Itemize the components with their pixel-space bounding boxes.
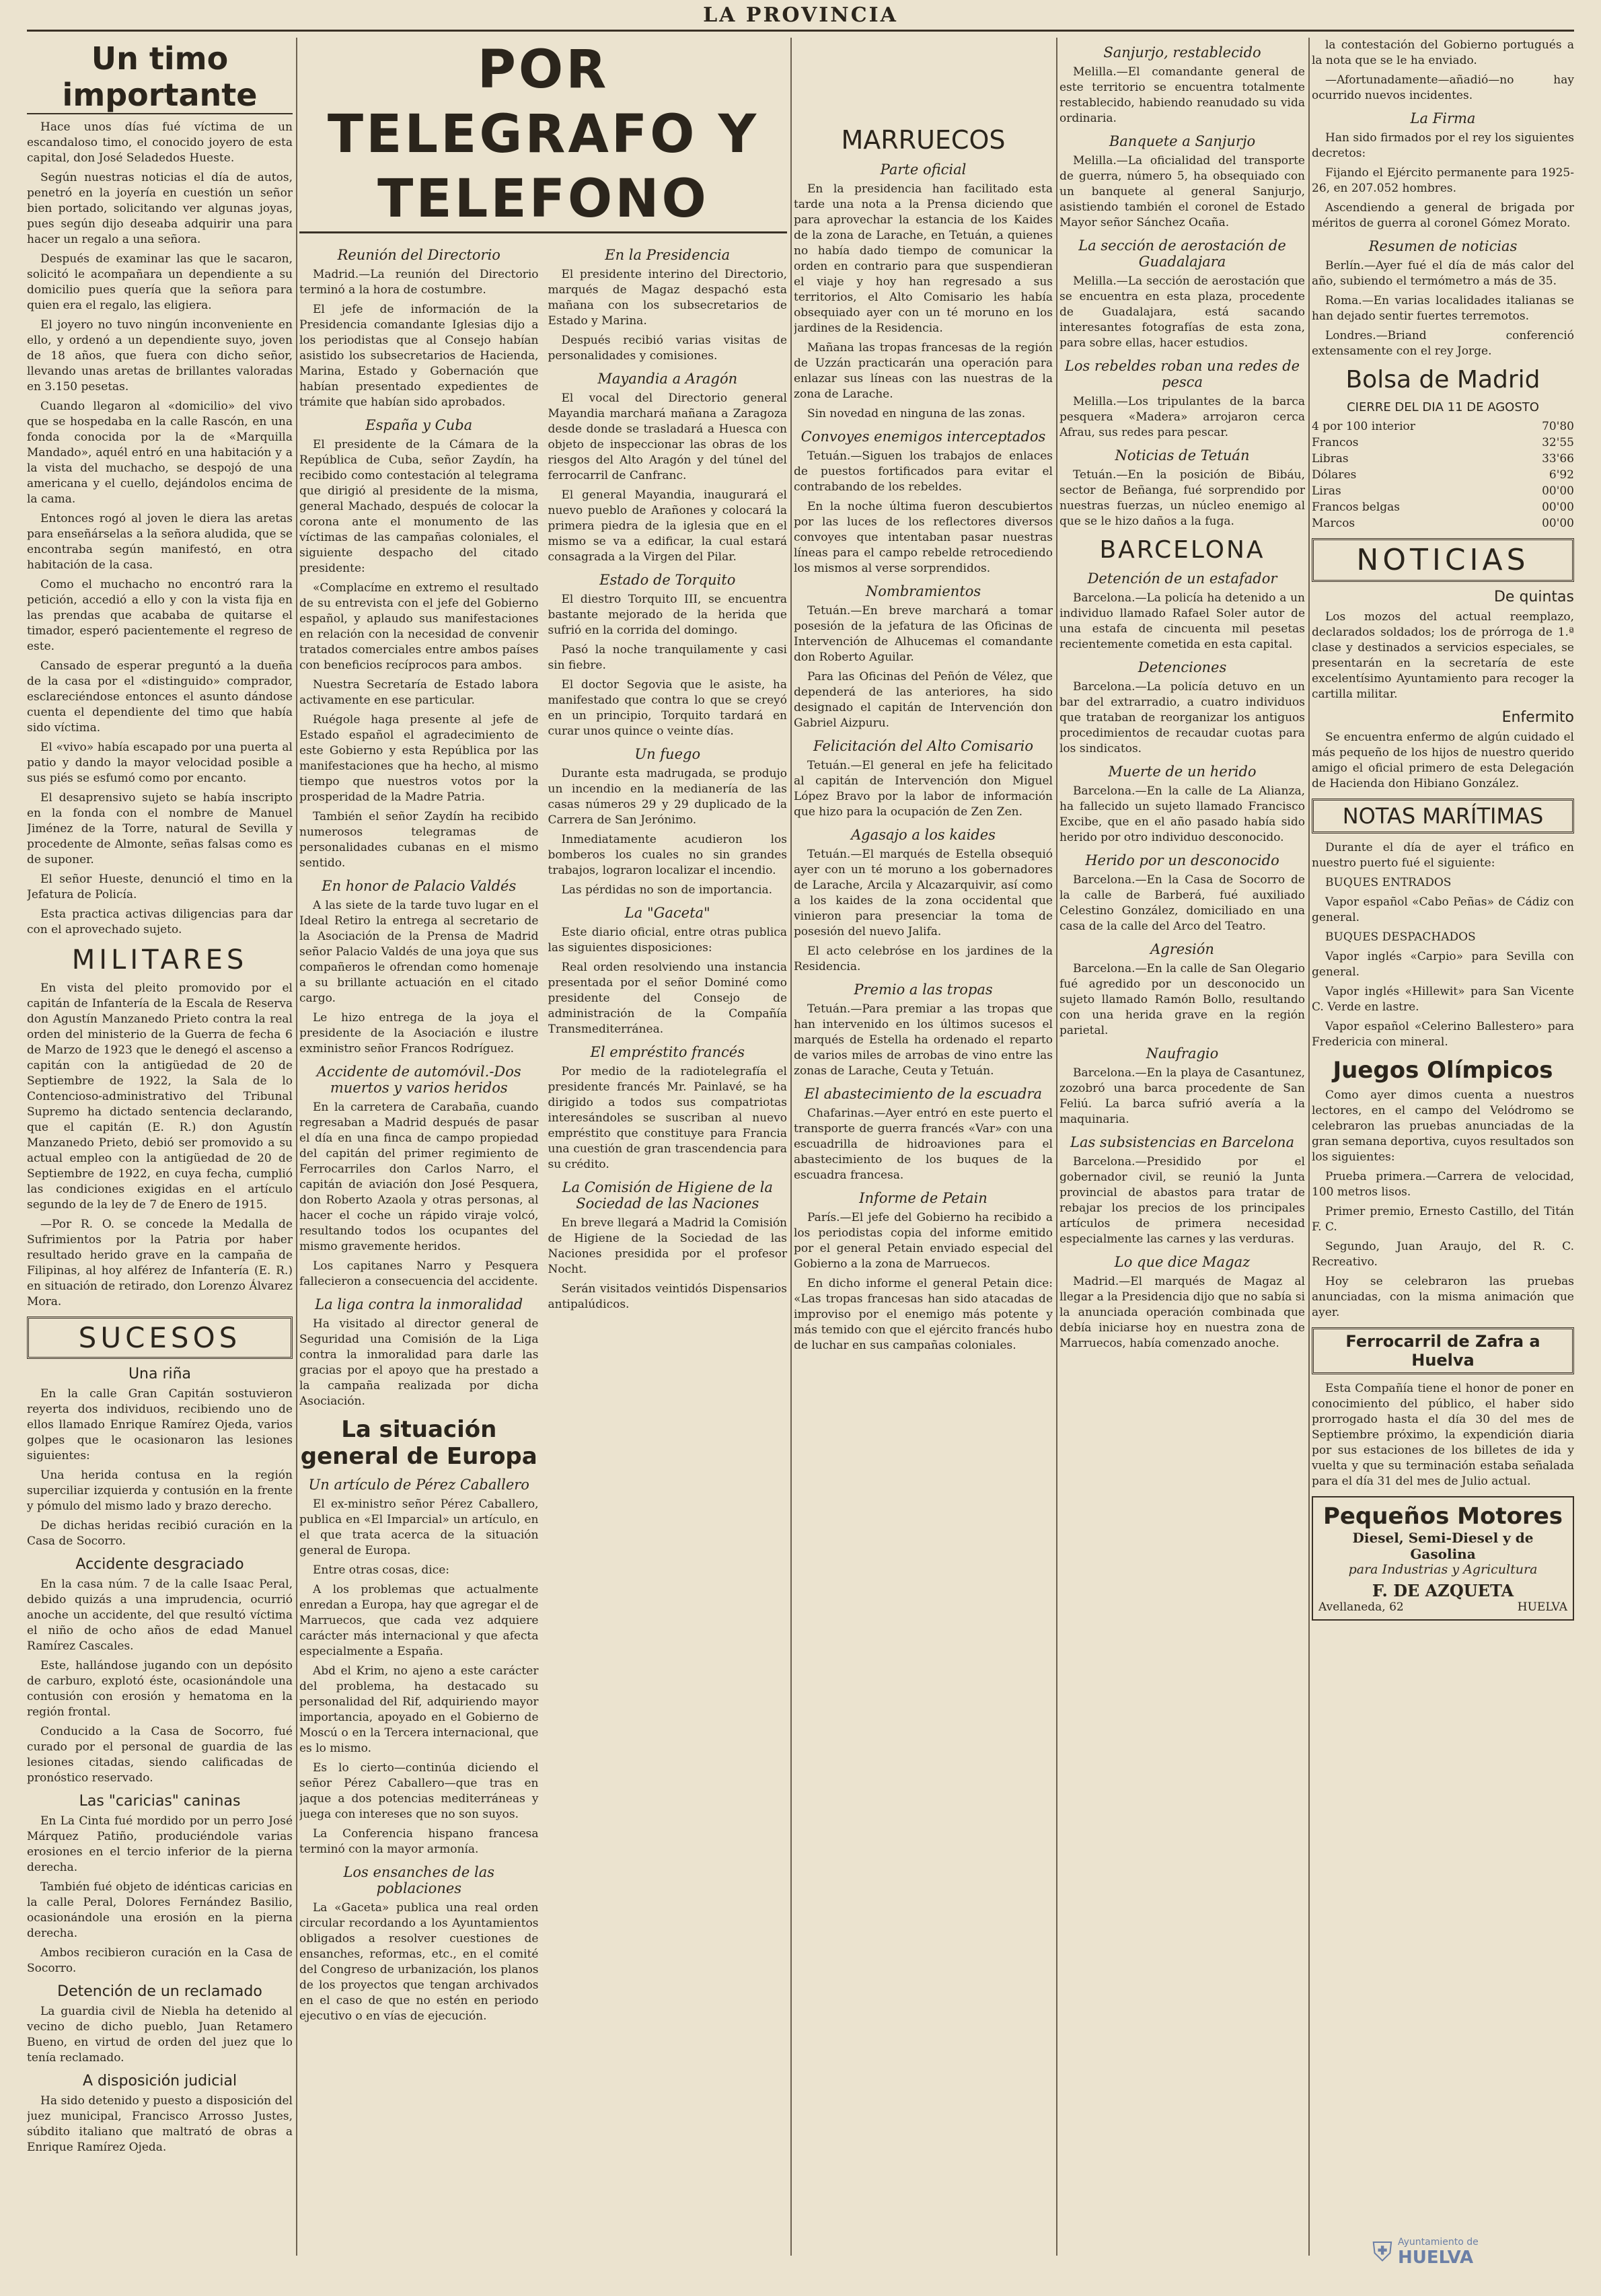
- paragraph: A los problemas que actualmente enredan a Europa, hay que agregar el de Marruecos, que cada vez adquiere carácter más internacional y que afecta especialmente a España.: [299, 1583, 539, 1658]
- article-desconocido: [1059, 873, 1305, 934]
- headline-ferrocarril: Ferrocarril de Zafra a Huelva: [1312, 1327, 1574, 1374]
- headline-presidencia: En la Presidencia: [605, 247, 731, 263]
- paragraph: El joyero no tuvo ningún inconveniente en ello, y ordenó a un dependiente suyo, joven de 18 años, que fuera con dicho señor, llevando unas aretas de brillantes valoradas en 3.150 pesetas.: [27, 318, 293, 394]
- headline-comision: La Comisión de Higiene de la Sociedad de las Naciones: [562, 1179, 773, 1212]
- headline-banquete: Banquete a Sanjurjo: [1109, 133, 1256, 149]
- paragraph: Se encuentra enfermo de algún cuidado el más pequeño de los hijos de nuestro querido amigo el oficial primero de esta Delegación de Hacienda don Hibiano González.: [1312, 731, 1574, 790]
- paragraph: El jefe de información de la Presidencia comandante Iglesias dijo a los periodistas que al Consejo habían asistido los subsecretarios de Hacienda, Marina, Estado y Gobernación que habían presentado expedientes de trámite que habían sido aprobados.: [299, 303, 539, 409]
- article-subsistencias: [1059, 1154, 1305, 1247]
- paragraph: Los mozos del actual reemplazo, declarados soldados; los de prórroga de 1.ª clase y destinados a servicios especiales, se presentarán en la secretaría de este excelentísimo Ayuntamiento para recoger la cartilla militar.: [1312, 610, 1574, 701]
- paragraph: Melilla.—La oficialidad del transporte de guerra, número 5, ha obsequiado con un banquete al general Sanjurjo, asistiendo también el coronel de Estado Mayor señor Sánchez Ocaña.: [1059, 154, 1305, 229]
- headline-mayandia: Mayandia a Aragón: [597, 371, 738, 387]
- advert-motores: [1312, 1496, 1574, 1621]
- article-gaceta: [548, 925, 788, 1037]
- paragraph: Abd el Krim, no ajeno a este carácter del problema, ha destacado su personalidad del Rif, adquiriendo mayor importancia, apoyado en el Gobierno de Moscú o en la Tercera internacional, que es lo mismo.: [299, 1664, 539, 1755]
- rate-row: [1312, 418, 1574, 435]
- rate-row: [1312, 499, 1574, 515]
- headline-auto: Accidente de automóvil.-Dos muertos y varios heridos: [316, 1064, 521, 1096]
- column-divider: [1308, 38, 1310, 2256]
- headline-naufragio: Naufragio: [1146, 1045, 1219, 1062]
- article-estafador: [1059, 591, 1305, 653]
- ad-brand: F. DE AZQUETA: [1372, 1581, 1514, 1600]
- headline-detenciones: Detenciones: [1138, 659, 1227, 675]
- paragraph: Segundo, Juan Araujo, del R. C. Recreativo.: [1312, 1240, 1574, 1269]
- headline-felicitacion: Felicitación del Alto Comisario: [813, 738, 1033, 754]
- ad-title: Pequeños Motores: [1323, 1503, 1563, 1530]
- column-2: [299, 38, 787, 2028]
- paragraph: Tetuán.—El marqués de Estella obsequió ayer con un té moruno a los gobernadores de Larache, Arcila y Alcazarquivir, así como a los kaides de la zona occidental que vinieron para presenciar la toma de posesión del nuevo Jalifa.: [794, 848, 1053, 938]
- paragraph: Madrid.—La reunión del Directorio terminó a la hora de costumbre.: [299, 268, 539, 297]
- paragraph: La guardia civil de Niebla ha detenido al vecino de dicho pueblo, Juan Retamero Bueno, en virtud de orden del juez que lo tenía reclamado.: [27, 2005, 293, 2065]
- paragraph: Barcelona.—La policía detuvo en un bar del extrarradio, a cuatro individuos que trataban de reorganizar los antiguos procedimientos de recaudar cuotas para los sindicatos.: [1059, 680, 1305, 755]
- bolsa-rates: [1312, 418, 1574, 531]
- article-timo: [27, 120, 293, 938]
- paragraph: El presidente interino del Directorio, marqués de Magaz despachó esta mañana con los subsecretarios de Estado y Marina.: [548, 268, 787, 328]
- rate-value: 6'92: [1549, 468, 1574, 482]
- paragraph: Por medio de la radiotelegrafía el presidente francés Mr. Painlavé, se ha dirigido a todos sus compatriotas interesándoles se suscriban al nuevo empréstito que constituye para Francia una cuestión de gran trascendencia para su crédito.: [548, 1065, 787, 1171]
- headline-quintas: De quintas: [1493, 589, 1574, 605]
- article-escuadra: [794, 1106, 1053, 1183]
- rate-value: 00'00: [1542, 501, 1574, 514]
- paragraph: Para las Oficinas del Peñón de Vélez, que dependerá de las anteriores, ha sido designado el capitán de Intervención don Gabriel Aizpuru.: [794, 670, 1053, 730]
- article-valdes: [299, 898, 539, 1057]
- paragraph: Ascendiendo a general de brigada por méritos de guerra al coronel Gómez Morato.: [1312, 201, 1574, 230]
- paragraph: El general Mayandia, inaugurará el nuevo pueblo de Arañones y colocará la primera piedra de la iglesia que en el mismo se va a edificar, la cual estará consagrada a la Virgen del Pilar.: [548, 488, 787, 564]
- article-herido: [1059, 784, 1305, 846]
- paragraph: Este diario oficial, entre otras publica las siguientes disposiciones:: [548, 926, 787, 955]
- ad-line2: para Industrias y Agricultura: [1348, 1562, 1538, 1577]
- paragraph: —Por R. O. se concede la Medalla de Sufrimientos por la Patria por haber resultado herido grave en la campaña de Filipinas, al hoy alférez de Infantería (E. R.) en situación de retirado, don Lorenzo Álvarez Mora.: [27, 1218, 293, 1308]
- paragraph: Es lo cierto—continúa diciendo el señor Pérez Caballero—que tras en jaque a dos potencias mediterráneas y juega con intereses que no son suyos.: [299, 1761, 539, 1821]
- rate-row: [1312, 515, 1574, 531]
- paragraph: En la calle Gran Capitán sostuvieron reyerta dos individuos, recibiendo uno de ellos llamado Enrique Ramírez Ojeda, varios golpes que le ocasionaron las lesiones siguientes:: [27, 1387, 293, 1462]
- section-marruecos: MARRUECOS: [841, 125, 1006, 155]
- paragraph: Inmediatamente acudieron los bomberos los cuales no sin grandes trabajos, lograron localizar el incendio.: [548, 833, 787, 877]
- paragraph: Nuestra Secretaría de Estado labora activamente en ese particular.: [299, 678, 539, 707]
- article-fuego: [548, 766, 788, 898]
- paragraph: Madrid.—El marqués de Magaz al llegar a la Presidencia dijo que no sabía si la anunciada operación combinada que debía iniciarse hoy en nuestra zona de Marruecos, había comenzado anoche.: [1059, 1275, 1305, 1350]
- article-convoyes: [794, 449, 1053, 577]
- column-divider: [296, 38, 297, 2256]
- paragraph: Entonces rogó al joven le diera las aretas para enseñárselas a la señora aludida, que se encontraba según manifestó, en otra habitación de la casa.: [27, 512, 293, 572]
- paragraph: Londres.—Briand conferenció extensamente con el rey Jorge.: [1312, 329, 1574, 358]
- paragraph: Este, hallándose jugando con un depósito de carburo, explotó éste, ocasionándole una contusión con erosión y hematoma en la región frontal.: [27, 1659, 293, 1719]
- telegrafo-right: [548, 240, 788, 2028]
- article-naufragio: [1059, 1066, 1305, 1127]
- headline-emprestito: El empréstito francés: [590, 1044, 745, 1060]
- headline-sanjurjo: Sanjurjo, restablecido: [1103, 44, 1261, 61]
- paragraph: Barcelona.—En la Casa de Socorro de la calle de Barberá, fué auxiliado Celestino González, domiciliado en una casa de la calle del Arco del Teatro.: [1059, 873, 1305, 933]
- paragraph: Las pérdidas no son de importancia.: [561, 883, 773, 897]
- paragraph: Como ayer dimos cuenta a nuestros lectores, en el campo del Velódromo se celebraron las pruebas anunciadas de la gran semana deportiva, cuyos resultados son los siguientes:: [1312, 1088, 1574, 1164]
- rate-row: [1312, 435, 1574, 451]
- paragraph: El vocal del Directorio general Mayandia marchará mañana a Zaragoza desde donde se trasladará a Huesca con objeto de inspeccionar las obras de los riesgos del Alto Aragón y del túnel del ferrocarril de Canfranc.: [548, 392, 787, 482]
- headline-tetuan: Noticias de Tetuán: [1115, 447, 1250, 464]
- paragraph: Una herida contusa en la región superciliar izquierda y contusión en la frente y pómulo del mismo lado y brazo derecho.: [27, 1469, 293, 1513]
- article-juegos: [1312, 1088, 1574, 1321]
- paragraph: BUQUES ENTRADOS: [1325, 876, 1452, 889]
- paragraph: Hoy se celebraron las pruebas anunciadas, con la misma animación que ayer.: [1312, 1275, 1574, 1319]
- paragraph: El «vivo» había escapado por una puerta al patio y dando la mayor velocidad posible a sus piés se esfumó como por encanto.: [27, 741, 293, 785]
- article-torquito: [548, 592, 788, 739]
- telegrafo-subcolumns: [299, 240, 787, 2028]
- headline-judicial: A disposición judicial: [82, 2073, 237, 2089]
- paragraph: Cuando llegaron al «domicilio» del vivo que se hospedaba en la calle Rascón, en una fonda conocida por la de «Marquilla Mandado», aquél entró en una habitación y a la vista del muchacho, se despojó de una americana y el cuello, dejándolos encima de la cama.: [27, 400, 293, 506]
- headline-valdes: En honor de Palacio Valdés: [322, 878, 517, 894]
- article-reclamado: [27, 2004, 293, 2066]
- paragraph: Roma.—En varias localidades italianas se han dejado sentir fuertes terremotos.: [1312, 294, 1574, 323]
- paragraph: El desaprensivo sujeto se había inscripto en la fonda con el nombre de Manuel Jiménez de la Torre, natural de Sevilla y procedente de Almonte, señas falsas como es de suponer.: [27, 791, 293, 866]
- article-firma: [1312, 131, 1574, 231]
- paragraph: El señor Hueste, denunció el timo en la Jefatura de Policía.: [27, 873, 293, 901]
- article-parte: [794, 182, 1053, 422]
- paragraph: El presidente de la Cámara de la República de Cuba, señor Zaydín, ha recibido como contestación al telegrama que dirigió al presidente de la misma, general Machado, después de colocar la corona ante el monumento de las víctimas de las campañas coloniales, el siguiente despacho del citado presidente:: [299, 438, 539, 575]
- headline-liga: La liga contra la inmoralidad: [315, 1296, 523, 1312]
- rate-name: Dólares: [1312, 468, 1357, 482]
- paragraph: Tetuán.—En la posición de Bibáu, sector de Beñanga, fué sorprendido por nuestras fuerzas, un núcleo enemigo al que se le hizo daños a la fuga.: [1059, 468, 1305, 528]
- masthead: [0, 0, 1601, 32]
- headline-kaides: Agasajo a los kaides: [851, 827, 996, 843]
- article-banquete: [1059, 153, 1305, 231]
- paragraph: Real orden resolviendo una instancia presentada por el señor Dominé como presidente del Consejo de administración de la Compañía Transmediterránea.: [548, 961, 787, 1036]
- rate-name: Francos: [1312, 436, 1359, 449]
- paragraph: Barcelona.—Presidido por el gobernador civil, se reunió la Junta provincial de abastos para tratar de rebajar los precios de los principales artículos de primera necesidad especialmente las carnes y las verduras.: [1059, 1155, 1305, 1246]
- article-agresion: [1059, 961, 1305, 1039]
- headline-firma: La Firma: [1410, 110, 1476, 126]
- article-rina: [27, 1386, 293, 1549]
- paragraph: Chafarinas.—Ayer entró en este puerto el transporte de guerra francés «Var» con una escuadrilla de hidroaviones para el abastecimiento de los buques de la escuadra francesa.: [794, 1107, 1053, 1182]
- article-perez: [299, 1497, 539, 1857]
- rate-row: [1312, 467, 1574, 483]
- paragraph: Melilla.—Los tripulantes de la barca pesquera «Madera» arrojaron cerca Afrau, sus redes para pescar.: [1059, 395, 1305, 439]
- headline-accidente: Accidente desgraciado: [75, 1556, 244, 1573]
- article-kaides: [794, 847, 1053, 975]
- paragraph: Ha visitado al director general de Seguridad una Comisión de la Liga contra la inmoralidad para darle las gracias por el apoyo que ha prestado a la campaña realizada por dicha Asociación.: [299, 1317, 539, 1408]
- paragraph: La «Gaceta» publica una real orden circular recordando a los Ayuntamientos obligados a resolver cuestiones de ensanches, reformas, etc., en el comité del Congreso de urbanización, los planos de los proyectos que tengan archivados en el caso de que no estén en periodo ejecutivo o en vías de ejecución.: [299, 1901, 539, 2023]
- paragraph: Primer premio, Ernesto Castillo, del Titán F. C.: [1312, 1205, 1574, 1234]
- rate-value: 00'00: [1542, 484, 1574, 498]
- headline-timo: Un timo importante: [27, 40, 293, 114]
- paragraph: Durante esta madrugada, se produjo un incendio en la medianería de las casas números 29 y 29 duplicado de la Carrera de San Jerónimo.: [548, 767, 787, 827]
- paragraph: Hace unos días fué víctima de un escandaloso timo, el conocido joyero de esta capital, don José Seladedos Hueste.: [27, 120, 293, 165]
- paragraph: El diestro Torquito III, se encuentra bastante mejorado de la herida que sufrió en la corrida del domingo.: [548, 593, 787, 637]
- article-emprestito: [548, 1064, 788, 1173]
- paragraph: Vapor inglés «Hillewit» para San Vicente C. Verde en lastre.: [1312, 985, 1574, 1014]
- headline-enfermito: Enfermito: [1501, 709, 1574, 726]
- paragraph: También el señor Zaydín ha recibido numerosos telegramas de personalidades cubanas en el mismo sentido.: [299, 810, 539, 870]
- article-felicitacion: [794, 758, 1053, 820]
- article-resumen: [1312, 258, 1574, 359]
- rate-value: 33'66: [1542, 452, 1574, 466]
- paragraph: Barcelona.—En la playa de Casantunez, zozobró una barca procedente de San Feliú. La barca sufrió avería a la maquinaria.: [1059, 1066, 1305, 1126]
- paragraph: Pasó la noche tranquilamente y casi sin fiebre.: [548, 643, 787, 672]
- rate-row: [1312, 483, 1574, 499]
- headline-desconocido: Herido por un desconocido: [1085, 852, 1279, 868]
- paragraph: A las siete de la tarde tuvo lugar en el Ideal Retiro la entrega al secretario de la Asociación de la Prensa de Madrid señor Palacio Valdés de una joya que sus compañeros le ofrendan como homenaje a su brillante actuación en el citado cargo.: [299, 899, 539, 1005]
- section-noticias: NOTICIAS: [1312, 538, 1574, 582]
- headline-subsistencias: Las subsistencias en Barcelona: [1070, 1134, 1294, 1150]
- article-comision: [548, 1216, 788, 1312]
- paragraph: En la carretera de Carabaña, cuando regresaban a Madrid después de pasar el día en una finca de campo propiedad del capitán del primer regimiento de Ferrocarriles don Carlos Narro, el capitán de aviación don José Pesquera, don Roberto Azaola y otras personas, al hacer el coche un rápido viraje volcó, resultando todos los ocupantes del mismo gravemente heridos.: [299, 1101, 539, 1253]
- logo-line2: HUELVA: [1398, 2248, 1474, 2268]
- rate-name: Libras: [1312, 452, 1349, 466]
- headline-premio: Premio a las tropas: [854, 982, 993, 998]
- logo-line1: Ayuntamiento de: [1398, 2237, 1479, 2248]
- rate-row: [1312, 451, 1574, 467]
- masthead-rule: [27, 30, 1574, 32]
- paragraph: Cansado de esperar preguntó a la dueña de la casa por el «distinguido» comprador, esclareciéndose entonces el asunto dándose cuenta el dependiente del timo que había sido víctima.: [27, 659, 293, 735]
- paragraph: Tetuán.—El general en jefe ha felicitado al capitán de Intervención don Miguel López Bravo por la labor de información que hizo para la ocupación de Zen Zen.: [794, 759, 1053, 819]
- column-divider: [1056, 38, 1057, 2256]
- headline-espana: España y Cuba: [365, 417, 473, 433]
- headline-agresion: Agresión: [1150, 941, 1214, 957]
- article-quintas: [1312, 609, 1574, 702]
- paragraph: De dichas heridas recibió curación en la Casa de Socorro.: [27, 1519, 293, 1548]
- article-militares: [27, 981, 293, 1310]
- ad-city: HUELVA: [1517, 1600, 1567, 1614]
- paragraph: Tetuán.—Siguen los trabajos de enlaces de puestos fortificados para evitar el contrabando de los rebeldes.: [794, 449, 1053, 494]
- bolsa-subtitle: CIERRE DEL DIA 11 DE AGOSTO: [1347, 400, 1539, 414]
- article-maritimas: [1312, 840, 1574, 1050]
- coat-of-arms-icon: ⛨: [1372, 2237, 1392, 2268]
- headline-gaceta: La "Gaceta": [624, 905, 710, 921]
- rate-name: Liras: [1312, 484, 1341, 498]
- headline-caricias: Las "caricias" caninas: [79, 1793, 241, 1810]
- column-4: [1059, 38, 1305, 1356]
- rate-name: Marcos: [1312, 517, 1355, 530]
- article-ferrocarril: [1312, 1381, 1574, 1489]
- archive-logo: [1372, 2237, 1574, 2277]
- paragraph: En la noche última fueron descubiertos por las luces de los reflectores diversos convoyes que intentaban pasar nuestras líneas para el campo rebelde retrocediendo los mismos al verse sorprendidos.: [794, 500, 1053, 575]
- paragraph: Han sido firmados por el rey los siguientes decretos:: [1312, 131, 1574, 160]
- paragraph: Barcelona.—La policía ha detenido a un individuo llamado Rafael Soler autor de una estafa de cincuenta mil pesetas recientemente cometida en esta capital.: [1059, 591, 1305, 651]
- headline-juegos: Juegos Olímpicos: [1333, 1057, 1553, 1084]
- headline-petain: Informe de Petain: [859, 1190, 988, 1206]
- paragraph: «Complacíme en extremo el resultado de su entrevista con el jefe del Gobierno español, y aplaudo sus manifestaciones en relación con la necesidad de convenir tratados comerciales entre ambos países con beneficios recíprocos para ambos.: [299, 581, 539, 672]
- article-reunion: [299, 267, 539, 410]
- article-detenciones: [1059, 679, 1305, 757]
- paragraph: Sin novedad en ninguna de las zonas.: [807, 407, 1026, 420]
- paragraph: El doctor Segovia que le asiste, ha manifestado que contra lo que se creyó en un principio, Torquito tardará en curar unos quince o veinte días.: [548, 678, 787, 738]
- paragraph: Durante el día de ayer el tráfico en nuestro puerto fué el siguiente:: [1312, 841, 1574, 870]
- paragraph: Fijando el Ejército permanente para 1925-26, en 207.052 hombres.: [1312, 166, 1574, 195]
- paragraph: Vapor español «Cabo Peñas» de Cádiz con general.: [1312, 895, 1574, 924]
- paragraph: Conducido a la Casa de Socorro, fué curado por el personal de guardia de las lesiones citadas, siendo calificadas de pronóstico reservado.: [27, 1725, 293, 1785]
- section-militares: MILITARES: [71, 945, 248, 975]
- paragraph: Mañana las tropas francesas de la región de Uzzán practicarán una operación para enlazar sus líneas con las nuestras de la zona de Larache.: [794, 341, 1053, 401]
- paragraph: Según nuestras noticias el día de autos, penetró en la joyería en cuestión un señor bien portado, solicitando ver algunas joyas, pues según dijo deseaba adquirir una para hacer un regalo a una señora.: [27, 171, 293, 246]
- paragraph: Barcelona.—En la calle de San Olegario fué agredido por un desconocido un sujeto llamado Ramón Bollo, resultando con una herida grave en la región parietal.: [1059, 962, 1305, 1037]
- article-accidente: [27, 1577, 293, 1786]
- banner-telegrafo: POR TELEGRAFO Y TELEFONO: [299, 38, 787, 233]
- rate-value: 00'00: [1542, 517, 1574, 530]
- paragraph: Barcelona.—En la calle de La Alianza, ha fallecido un sujeto llamado Francisco Excibe, que en el año pasado había sido herido por otro individuo desconocido.: [1059, 784, 1305, 844]
- headline-resumen: Resumen de noticias: [1368, 238, 1518, 254]
- section-sucesos: SUCESOS: [27, 1317, 293, 1359]
- paragraph: En dicho informe el general Petain dice: «Las tropas francesas han sido atacadas de improviso por el enemigo más potente y más temido con que el ejército francés hubo de luchar en sus campañas coloniales.: [794, 1277, 1053, 1352]
- paragraph: El ex-ministro señor Pérez Caballero, publica en «El Imparcial» un artículo, en el que trata acerca de la situación general de Europa.: [299, 1497, 539, 1557]
- paragraph: En La Cinta fué mordido por un perro José Márquez Patiño, produciéndole varias erosiones en el tercio inferior de la pierna derecha.: [27, 1814, 293, 1874]
- article-enfermito: [1312, 730, 1574, 792]
- paragraph: Vapor inglés «Carpio» para Sevilla con general.: [1312, 950, 1574, 979]
- paragraph: la contestación del Gobierno portugués a la nota que se le ha enviado.: [1312, 38, 1574, 67]
- column-divider: [790, 38, 792, 2256]
- paragraph: Vapor español «Celerino Ballestero» para Fredericia con mineral.: [1312, 1020, 1574, 1049]
- article-aerostacion: [1059, 274, 1305, 351]
- headline-reunion: Reunión del Directorio: [337, 247, 500, 263]
- article-auto: [299, 1100, 539, 1290]
- paragraph: En la casa núm. 7 de la calle Isaac Peral, debido quizás a una imprudencia, ocurrió anoche un accidente, del que resultó víctima el niño de ocho años de edad Manuel Ramírez Cascales.: [27, 1578, 293, 1653]
- paragraph: Entre otras cosas, dice:: [313, 1563, 450, 1577]
- paragraph: En la presidencia han facilitado esta tarde una nota a la Prensa diciendo que para aprovechar la estancia de los Kaides de la zona de Larache, en Tetuán, a quienes no había dado tiempo de comunicar la orden en contrario para que suspendieran el viaje y hoy han regresado a sus territorios, el Alto Comisario les había obsequiado ayer con un té moruno en los jardines de la Residencia.: [794, 182, 1053, 335]
- telegrafo-left: [299, 240, 539, 2028]
- paragraph: —Afortunadamente—añadió—no hay ocurrido nuevos incidentes.: [1312, 73, 1574, 102]
- article-intro: [1312, 38, 1574, 104]
- paragraph: Prueba primera.—Carrera de velocidad, 100 metros lisos.: [1312, 1170, 1574, 1199]
- headline-magaz: Lo que dice Magaz: [1114, 1254, 1251, 1270]
- headline-bolsa: Bolsa de Madrid: [1345, 366, 1540, 394]
- paragraph: Esta Compañía tiene el honor de poner en conocimiento del público, el haber sido prorrogado hasta el día 30 del mes de Septiembre próximo, la expendición diaria por sus estaciones de los billetes de ida y vuelta y que su terminación estaba señalada para el día 31 del mes de Julio actual.: [1312, 1382, 1574, 1488]
- headline-aerostacion: La sección de aerostación de Guadalajara: [1078, 237, 1286, 270]
- paragraph: Melilla.—La sección de aerostación que se encuentra en esta plaza, procedente de Guadalajara, está sacando interesantes fotografías de esta zona, para sobre ellas, hacer estudios.: [1059, 274, 1305, 350]
- paragraph: Esta practica activas diligencias para dar con el aprovechado sujeto.: [27, 908, 293, 936]
- headline-redes: Los rebeldes roban una redes de pesca: [1064, 358, 1300, 390]
- headline-situacion: La situación general de Europa: [300, 1416, 537, 1470]
- headline-escuadra: El abastecimiento de la escuadra: [804, 1086, 1043, 1102]
- ad-line1: Diesel, Semi-Diesel y de Gasolina: [1352, 1530, 1534, 1562]
- paragraph: Le hizo entrega de la joya el presidente de la Asociación e ilustre exministro señor Francos Rodríguez.: [299, 1011, 539, 1056]
- headline-reclamado: Detención de un reclamado: [57, 1983, 262, 2000]
- paragraph: El acto celebróse en los jardines de la Residencia.: [794, 945, 1053, 973]
- article-nombramientos: [794, 603, 1053, 731]
- headline-nombramientos: Nombramientos: [865, 583, 981, 599]
- paragraph: Los capitanes Narro y Pesquera fallecieron a consecuencia del accidente.: [299, 1259, 539, 1288]
- headline-convoyes: Convoyes enemigos interceptados: [801, 429, 1046, 445]
- article-petain: [794, 1210, 1053, 1354]
- ad-street: Avellaneda, 62: [1318, 1600, 1404, 1614]
- column-5: [1312, 38, 1574, 1621]
- headline-herido: Muerte de un herido: [1108, 764, 1257, 780]
- paragraph: En vista del pleito promovido por el capitán de Infantería de la Escala de Reserva don Agustín Manzanedo Prieto contra la real orden del ministerio de la Guerra de fecha 6 de Marzo de 1923 que le denegó el ascenso a capitán con la antigüedad de 20 de Septiembre de 1922, la Sala de lo Contencioso-administrativo del Tribunal Supremo ha dictado sentencia declarando, que el capitán (E. R.) don Agustín Manzanedo Prieto, debió ser promovido a su actual empleo con la antigüedad de 20 de Septiembre de 1922, en cuya fecha, cumplió las condiciones exigidas en el artículo segundo de la ley de 7 de Enero de 1915.: [27, 982, 293, 1212]
- paragraph: En breve llegará a Madrid la Comisión de Higiene de la Sociedad de las Naciones presidida por el profesor Nocht.: [548, 1216, 787, 1276]
- rate-name: 4 por 100 interior: [1312, 420, 1415, 433]
- headline-rina: Una riña: [128, 1366, 192, 1382]
- headline-parte: Parte oficial: [880, 161, 967, 178]
- paragraph: Serán visitados veintidós Dispensarios antipalúdicos.: [548, 1282, 787, 1311]
- masthead-name: LA PROVINCIA: [703, 3, 898, 27]
- section-barcelona: BARCELONA: [1099, 536, 1265, 564]
- rate-value: 32'55: [1542, 436, 1574, 449]
- article-judicial: [27, 2094, 293, 2155]
- article-presidencia: [548, 267, 788, 364]
- article-premio: [794, 1002, 1053, 1079]
- headline-perez: Un artículo de Pérez Caballero: [308, 1477, 529, 1493]
- headline-ensanches: Los ensanches de las poblaciones: [343, 1864, 495, 1896]
- article-magaz: [1059, 1274, 1305, 1351]
- paragraph: BUQUES DESPACHADOS: [1325, 930, 1476, 944]
- column-1: [27, 38, 293, 2159]
- paragraph: También fué objeto de idénticas caricias en la calle Peral, Dolores Fernández Basilio, ocasionándole una erosión en la pierna derecha.: [27, 1880, 293, 1940]
- article-liga: [299, 1317, 539, 1409]
- paragraph: Ambos recibieron curación en la Casa de Socorro.: [27, 1946, 293, 1975]
- article-espana: [299, 437, 539, 871]
- paragraph: La Conferencia hispano francesa terminó con la mayor armonía.: [299, 1827, 539, 1856]
- paragraph: Ha sido detenido y puesto a disposición del juez municipal, Francisco Arrosso Justes, súbdito italiano que maltrató de obras a Enrique Ramírez Ojeda.: [27, 2094, 293, 2154]
- paragraph: Ruégole haga presente al jefe de Estado español el agradecimiento de este Gobierno y esta República por las manifestaciones que ha hecho, al mismo tiempo que nuestros votos por la prosperidad de la Madre Patria.: [299, 713, 539, 804]
- headline-estafador: Detención de un estafador: [1087, 570, 1277, 587]
- paragraph: Tetuán.—Para premiar a las tropas que han intervenido en los últimos sucesos el marqués de Estella ha ordenado el reparto de varios miles de arrobas de vino entre las zonas de Larache, Ceuta y Tetuán.: [794, 1002, 1053, 1078]
- article-redes: [1059, 394, 1305, 441]
- paragraph: Después de examinar las que le sacaron, solicitó le acompañara un dependiente a su domicilio pues quería que la señora para quien era el regalo, las eligiera.: [27, 252, 293, 312]
- paragraph: Tetuán.—En breve marchará a tomar posesión de la jefatura de las Oficinas de Intervención de Alhucemas el comandante don Roberto Aguilar.: [794, 604, 1053, 664]
- headline-torquito: Estado de Torquito: [599, 572, 736, 588]
- rate-value: 70'80: [1542, 420, 1574, 433]
- paragraph: Melilla.—El comandante general de este territorio se encuentra totalmente restablecido, habiendo reanudado su vida ordinaria.: [1059, 65, 1305, 125]
- article-sanjurjo: [1059, 65, 1305, 126]
- article-mayandia: [548, 391, 788, 565]
- headline-fuego: Un fuego: [634, 746, 701, 762]
- paragraph: Berlín.—Ayer fué el día de más calor del año, subiendo el termómetro a más de 35.: [1312, 259, 1574, 288]
- paragraph: Después recibió varias visitas de personalidades y comisiones.: [548, 334, 787, 363]
- headline-maritimas: NOTAS MARÍTIMAS: [1312, 799, 1574, 834]
- paragraph: Como el muchacho no encontró rara la petición, accedió a ello y con la vista fija en las prendas que acababa de quitarse el timador, esperó pacientemente el regreso de este.: [27, 578, 293, 653]
- paragraph: París.—El jefe del Gobierno ha recibido a los periodistas copia del informe emitido por el general Petain enviado especial del Gobierno a la zona de Marruecos.: [794, 1211, 1053, 1271]
- rate-name: Francos belgas: [1312, 501, 1401, 514]
- article-ensanches: [299, 1900, 539, 2024]
- column-3: [794, 38, 1053, 1358]
- article-caricias: [27, 1814, 293, 1976]
- article-tetuan: [1059, 468, 1305, 529]
